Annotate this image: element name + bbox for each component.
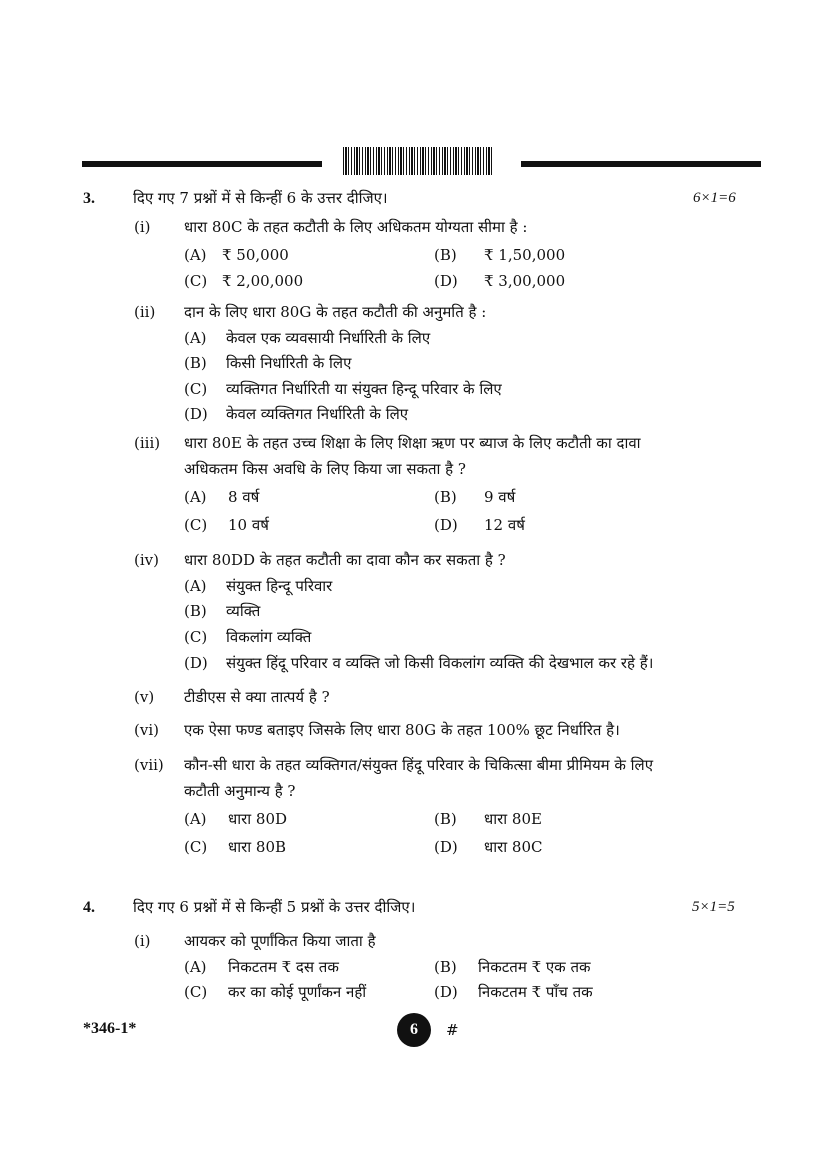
option-label: (C) <box>184 838 208 856</box>
part-text: दान के लिए धारा 80G के तहत कटौती की अनुमति है : <box>184 303 487 321</box>
option-text: ₹ 50,000 <box>222 246 289 264</box>
option-text: 12 वर्ष <box>484 516 525 534</box>
option-text: कर का कोई पूर्णांकन नहीं <box>228 983 367 1001</box>
question-instruction: दिए गए 6 प्रश्नों में से किन्हीं 5 प्रश्नों के उत्तर दीजिए। <box>133 898 416 916</box>
option-text: केवल व्यक्तिगत निर्धारिती के लिए <box>226 405 409 423</box>
option-text: ₹ 2,00,000 <box>222 272 304 290</box>
option-label: (B) <box>434 488 457 506</box>
option-label: (A) <box>184 810 207 828</box>
option-text: संयुक्त हिंदू परिवार व व्यक्ति जो किसी विकलांग व्यक्ति की देखभाल कर रहे हैं। <box>226 654 654 672</box>
option-label: (D) <box>184 654 208 672</box>
page-hash-mark: # <box>446 1021 459 1039</box>
part-text: आयकर को पूर्णांकित किया जाता है <box>184 932 376 950</box>
part-text: कौन-सी धारा के तहत व्यक्तिगत/संयुक्त हिंदू परिवार के चिकित्सा बीमा प्रीमियम के लिए <box>184 756 654 774</box>
part-label: (vii) <box>134 756 164 774</box>
question-marks: 6×1=6 <box>693 190 736 206</box>
option-label: (A) <box>184 488 207 506</box>
question-instruction: दिए गए 7 प्रश्नों में से किन्हीं 6 के उत्तर दीजिए। <box>133 189 388 207</box>
part-text: धारा 80C के तहत कटौती के लिए अधिकतम योग्यता सीमा है : <box>184 218 528 236</box>
option-text: संयुक्त हिन्दू परिवार <box>226 577 333 595</box>
option-label: (D) <box>434 983 458 1001</box>
question-marks: 5×1=5 <box>692 899 735 915</box>
barcode <box>343 147 493 175</box>
option-label: (D) <box>434 516 458 534</box>
part-label: (vi) <box>134 721 159 739</box>
option-text: धारा 80C <box>484 838 543 856</box>
option-text: धारा 80D <box>228 810 288 828</box>
option-label: (B) <box>434 810 457 828</box>
option-text: व्यक्तिगत निर्धारिती या संयुक्त हिन्दू परिवार के लिए <box>226 380 502 398</box>
part-label: (iii) <box>134 434 161 452</box>
part-text: टीडीएस से क्या तात्पर्य है ? <box>184 688 330 706</box>
option-label: (C) <box>184 380 208 398</box>
option-text: धारा 80E <box>484 810 542 828</box>
option-text: निकटतम ₹ दस तक <box>228 958 339 976</box>
option-label: (D) <box>434 272 458 290</box>
part-text: धारा 80DD के तहत कटौती का दावा कौन कर सकता है ? <box>184 551 506 569</box>
option-text: ₹ 3,00,000 <box>484 272 566 290</box>
option-label: (C) <box>184 628 208 646</box>
header-rule-right <box>521 161 761 167</box>
option-label: (B) <box>184 602 207 620</box>
part-label: (v) <box>134 688 155 706</box>
part-label: (i) <box>134 932 151 950</box>
paper-code: *346-1* <box>83 1020 137 1037</box>
option-text: ₹ 1,50,000 <box>484 246 566 264</box>
option-label: (C) <box>184 983 208 1001</box>
question-number: 3. <box>83 190 95 207</box>
part-text: एक ऐसा फण्ड बताइए जिसके लिए धारा 80G के तहत 100% छूट निर्धारित है। <box>184 721 620 739</box>
option-text: केवल एक व्यवसायी निर्धारिती के लिए <box>226 329 431 347</box>
option-text: 8 वर्ष <box>228 488 260 506</box>
option-label: (D) <box>434 838 458 856</box>
option-label: (A) <box>184 246 207 264</box>
part-label: (i) <box>134 218 151 236</box>
part-label: (ii) <box>134 303 156 321</box>
option-text: निकटतम ₹ एक तक <box>478 958 591 976</box>
part-text: धारा 80E के तहत उच्च शिक्षा के लिए शिक्षा ऋण पर ब्याज के लिए कटौती का दावा <box>184 434 641 452</box>
option-text: 10 वर्ष <box>228 516 269 534</box>
option-text: धारा 80B <box>228 838 287 856</box>
option-label: (A) <box>184 329 207 347</box>
option-label: (A) <box>184 577 207 595</box>
option-label: (C) <box>184 516 208 534</box>
option-label: (B) <box>184 354 207 372</box>
option-text: किसी निर्धारिती के लिए <box>226 354 352 372</box>
option-text: निकटतम ₹ पाँच तक <box>478 983 593 1001</box>
option-text: विकलांग व्यक्ति <box>226 628 312 646</box>
part-text-continued: अधिकतम किस अवधि के लिए किया जा सकता है ? <box>184 460 466 478</box>
part-text-continued: कटौती अनुमान्य है ? <box>184 782 296 800</box>
option-text: व्यक्ति <box>226 602 261 620</box>
question-number: 4. <box>83 899 95 916</box>
option-label: (A) <box>184 958 207 976</box>
option-label: (C) <box>184 272 208 290</box>
option-text: 9 वर्ष <box>484 488 516 506</box>
option-label: (B) <box>434 958 457 976</box>
part-label: (iv) <box>134 551 159 569</box>
option-label: (D) <box>184 405 208 423</box>
page-number: 6 <box>397 1013 431 1047</box>
option-label: (B) <box>434 246 457 264</box>
header-rule-left <box>82 161 322 167</box>
